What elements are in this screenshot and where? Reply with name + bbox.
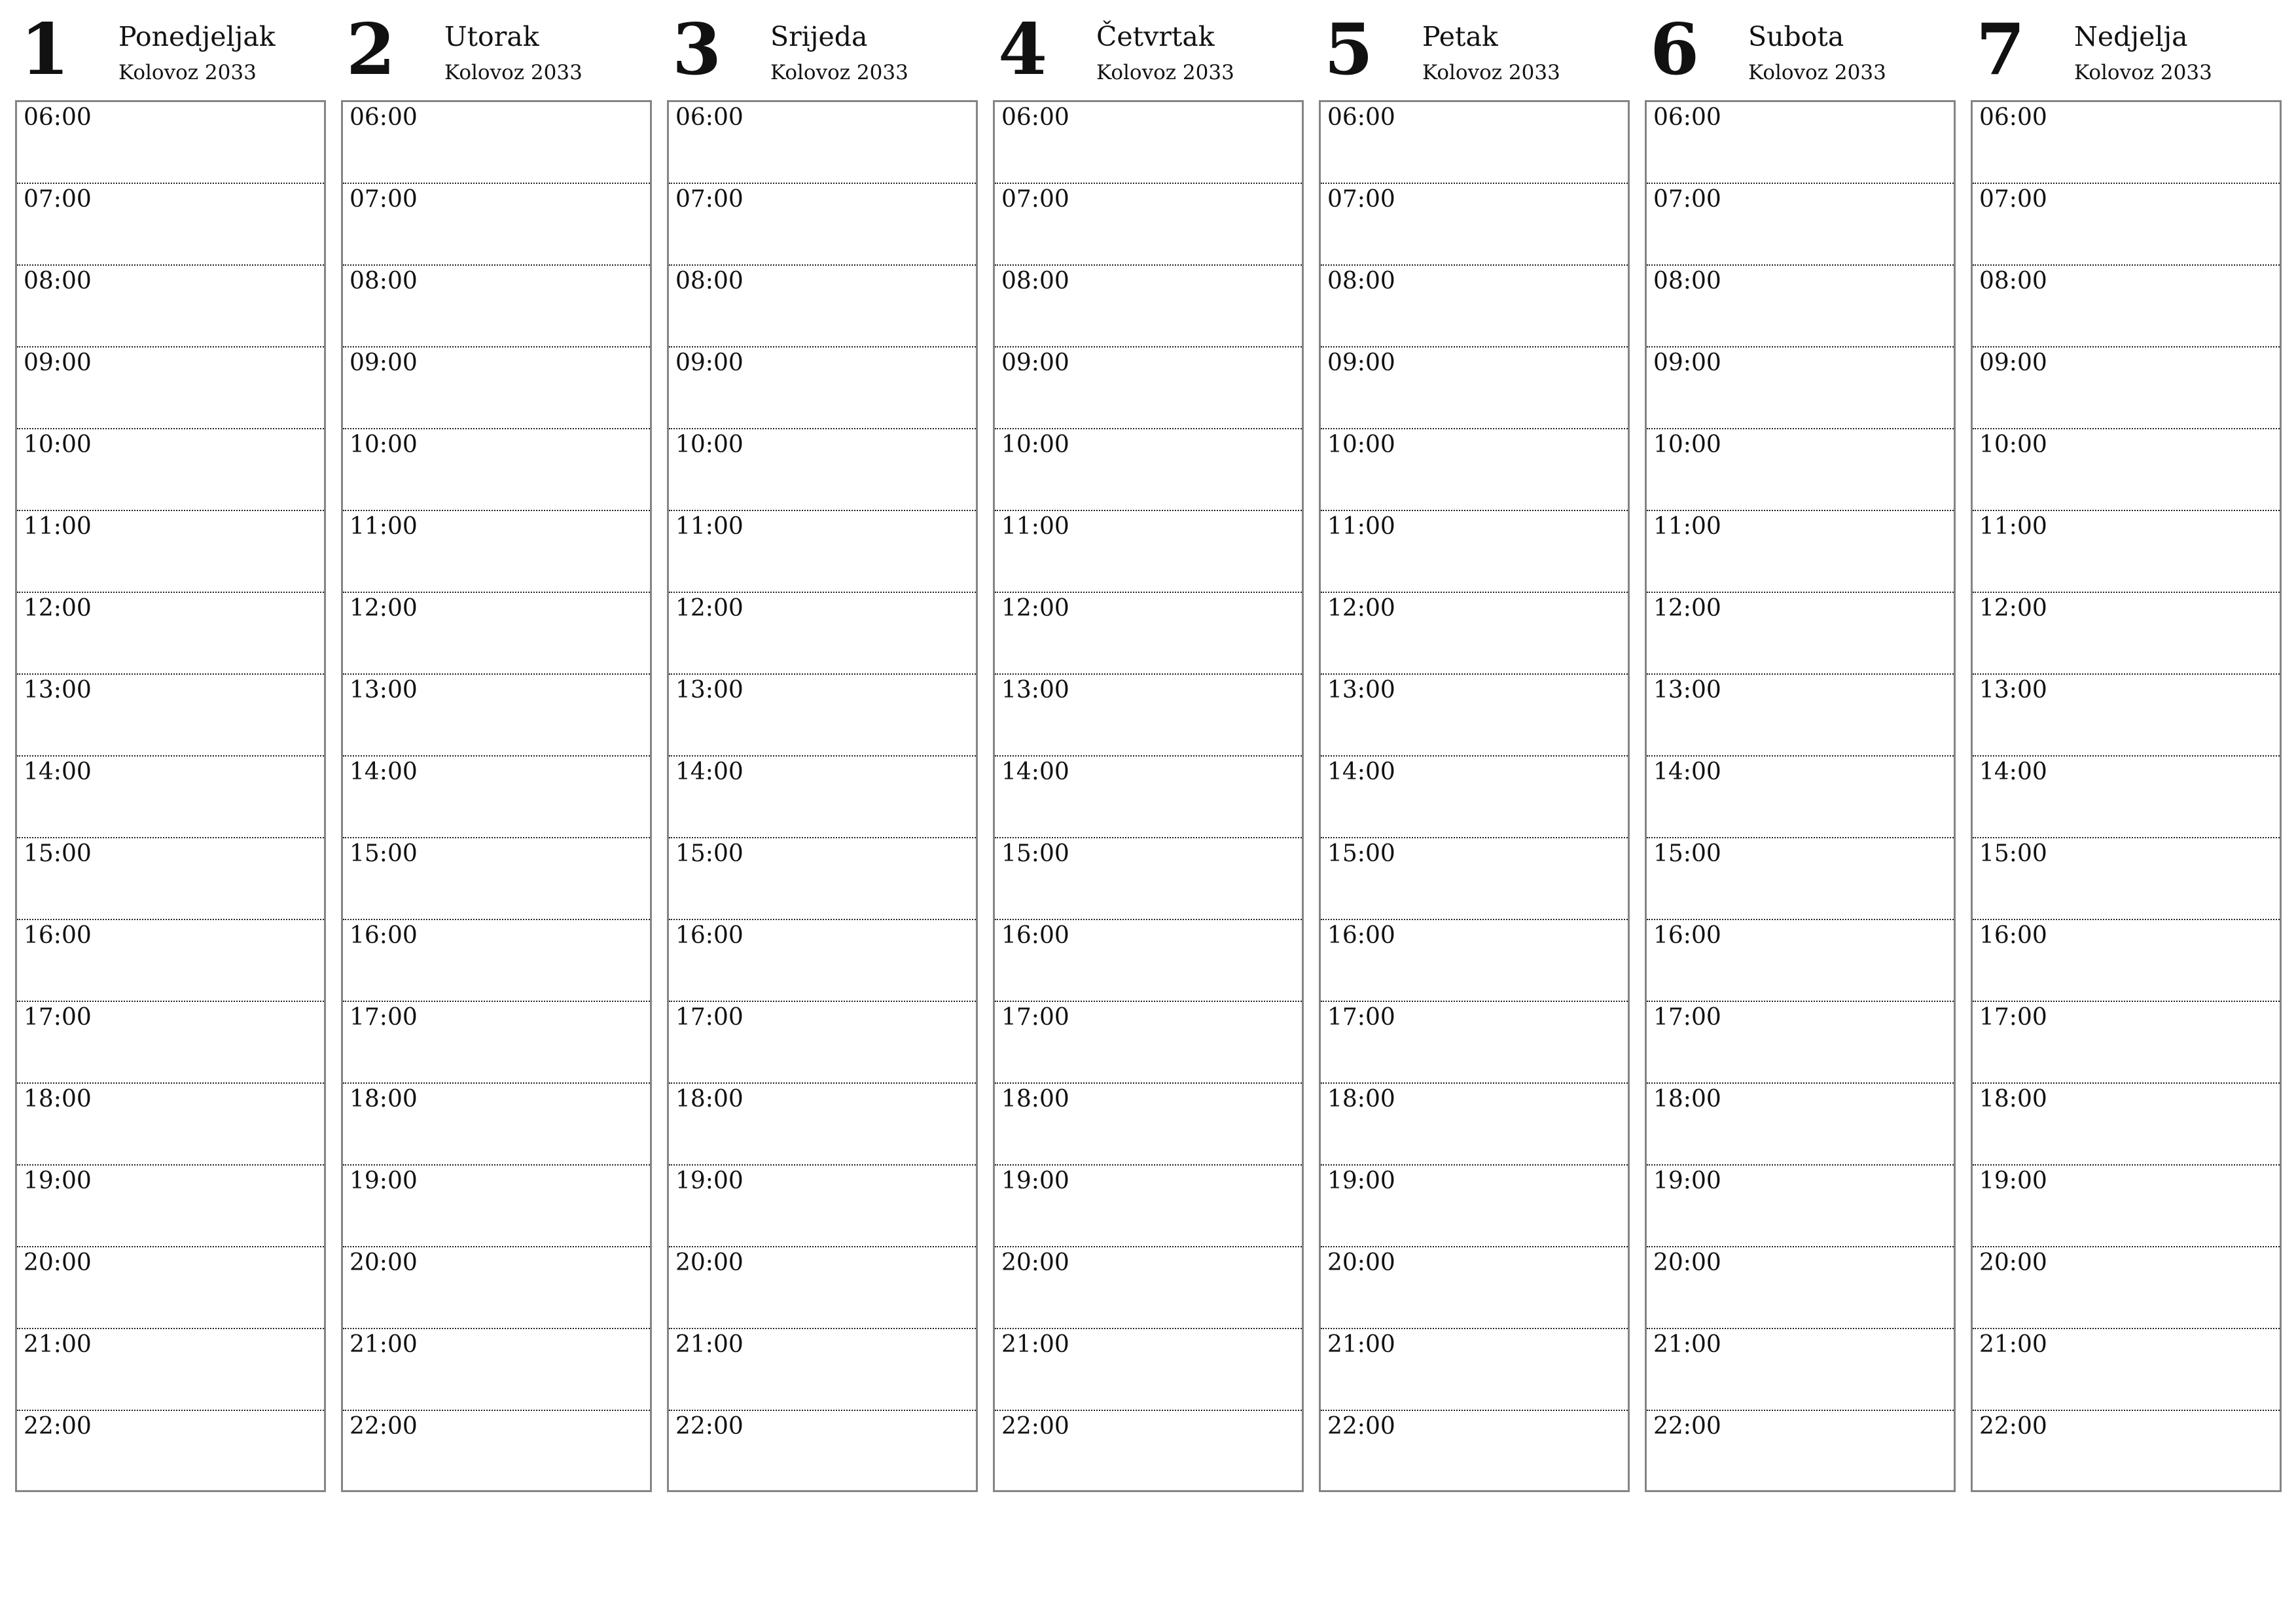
hour-label: 10:00 [1979, 431, 2047, 458]
day-month: Kolovoz 2033 [2074, 61, 2212, 84]
hour-slot [343, 1002, 650, 1084]
hour-label: 10:00 [350, 431, 418, 458]
hour-slot [669, 593, 976, 675]
day-number: 3 [672, 9, 722, 91]
hour-slot [669, 102, 976, 184]
hour-slot [343, 920, 650, 1002]
hour-label: 09:00 [1327, 349, 1395, 376]
hour-label: 16:00 [350, 922, 418, 949]
day-number: 5 [1324, 9, 1374, 91]
hour-label: 20:00 [1001, 1249, 1069, 1276]
hour-label: 14:00 [24, 758, 92, 785]
day-month: Kolovoz 2033 [1096, 61, 1234, 84]
hour-label: 21:00 [675, 1331, 744, 1358]
hour-label: 14:00 [1979, 758, 2047, 785]
hour-slot [995, 1084, 1302, 1166]
hour-slot [1321, 184, 1628, 266]
day-month: Kolovoz 2033 [1422, 61, 1560, 84]
hour-slot [343, 838, 650, 920]
hour-label: 15:00 [1327, 840, 1395, 867]
hour-label: 08:00 [24, 268, 92, 294]
day-name: Srijeda [770, 21, 868, 52]
hour-slot [1321, 511, 1628, 593]
hour-label: 07:00 [1001, 186, 1069, 213]
hour-slot [995, 429, 1302, 511]
hour-slot [343, 1329, 650, 1411]
hour-slot [1647, 102, 1954, 184]
hour-slot [343, 348, 650, 429]
hour-label: 17:00 [1979, 1004, 2047, 1031]
hour-slot [669, 1084, 976, 1166]
day-name: Subota [1748, 21, 1844, 52]
hour-slot [1973, 102, 2280, 184]
weekly-planner [15, 0, 2287, 1499]
hour-slot [1973, 1084, 2280, 1166]
hour-slot [17, 675, 324, 757]
hour-slot [17, 429, 324, 511]
hour-slot [1647, 757, 1954, 838]
hour-slot [1973, 593, 2280, 675]
hour-label: 16:00 [675, 922, 744, 949]
hour-label: 10:00 [24, 431, 92, 458]
hour-slot [17, 838, 324, 920]
day-schedule-box [993, 100, 1304, 1492]
hour-slot [17, 102, 324, 184]
hour-slot [17, 184, 324, 266]
hour-label: 08:00 [1001, 268, 1069, 294]
hour-label: 22:00 [1653, 1413, 1721, 1440]
hour-label: 20:00 [350, 1249, 418, 1276]
hour-label: 21:00 [24, 1331, 92, 1358]
hour-slot [669, 757, 976, 838]
hour-slot [1647, 675, 1954, 757]
hour-slot [669, 1247, 976, 1329]
hour-slot [1321, 1329, 1628, 1411]
hour-label: 07:00 [24, 186, 92, 213]
hour-slot [1973, 838, 2280, 920]
hour-label: 14:00 [1327, 758, 1395, 785]
hour-label: 06:00 [1979, 104, 2047, 131]
hour-slot [1973, 429, 2280, 511]
hour-slot [669, 1329, 976, 1411]
hour-slot [343, 757, 650, 838]
day-schedule-box [1971, 100, 2282, 1492]
hour-label: 10:00 [1327, 431, 1395, 458]
day-schedule-box [1645, 100, 1956, 1492]
hour-label: 09:00 [1653, 349, 1721, 376]
hour-label: 19:00 [675, 1168, 744, 1194]
hour-slot [1321, 1002, 1628, 1084]
hour-slot [17, 593, 324, 675]
hour-slot [1647, 184, 1954, 266]
hour-label: 16:00 [1327, 922, 1395, 949]
hour-slot [1973, 348, 2280, 429]
hour-label: 07:00 [1327, 186, 1395, 213]
hour-slot [1321, 838, 1628, 920]
hour-label: 11:00 [24, 513, 92, 540]
hour-slot [1647, 920, 1954, 1002]
hour-slot [995, 184, 1302, 266]
hour-label: 20:00 [1979, 1249, 2047, 1276]
hour-label: 14:00 [1001, 758, 1069, 785]
hour-label: 16:00 [1979, 922, 2047, 949]
hour-slot [1321, 1247, 1628, 1329]
hour-label: 21:00 [1979, 1331, 2047, 1358]
day-name: Utorak [444, 21, 539, 52]
hour-label: 14:00 [675, 758, 744, 785]
hour-label: 07:00 [1653, 186, 1721, 213]
hour-label: 11:00 [1001, 513, 1069, 540]
hour-label: 10:00 [1001, 431, 1069, 458]
hour-slot [343, 184, 650, 266]
hour-slot [343, 511, 650, 593]
day-column [667, 0, 979, 1499]
hour-slot [1321, 920, 1628, 1002]
hour-slot [995, 757, 1302, 838]
hour-slot [17, 348, 324, 429]
hour-slot [17, 757, 324, 838]
hour-slot [17, 1084, 324, 1166]
hour-slot [669, 1411, 976, 1493]
hour-label: 09:00 [675, 349, 744, 376]
hour-label: 08:00 [675, 268, 744, 294]
hour-label: 11:00 [1327, 513, 1395, 540]
hour-label: 21:00 [1327, 1331, 1395, 1358]
hour-label: 06:00 [350, 104, 418, 131]
hour-label: 12:00 [675, 595, 744, 622]
hour-slot [1321, 102, 1628, 184]
hour-slot [995, 266, 1302, 348]
hour-label: 10:00 [1653, 431, 1721, 458]
day-number: 2 [346, 9, 396, 91]
hour-label: 13:00 [24, 677, 92, 704]
hour-label: 11:00 [1979, 513, 2047, 540]
hour-label: 06:00 [24, 104, 92, 131]
hour-slot [1647, 1411, 1954, 1493]
hour-label: 08:00 [1979, 268, 2047, 294]
day-header [341, 0, 653, 99]
hour-slot [1647, 838, 1954, 920]
hour-label: 16:00 [1653, 922, 1721, 949]
hour-label: 20:00 [1327, 1249, 1395, 1276]
hour-label: 08:00 [350, 268, 418, 294]
hour-label: 19:00 [1001, 1168, 1069, 1194]
hour-label: 11:00 [1653, 513, 1721, 540]
hour-label: 07:00 [675, 186, 744, 213]
day-month: Kolovoz 2033 [1748, 61, 1886, 84]
hour-label: 13:00 [1327, 677, 1395, 704]
hour-slot [995, 1002, 1302, 1084]
hour-slot [1647, 1002, 1954, 1084]
day-header [1645, 0, 1957, 99]
hour-slot [995, 1411, 1302, 1493]
hour-label: 15:00 [1653, 840, 1721, 867]
day-schedule-box [667, 100, 978, 1492]
hour-label: 20:00 [675, 1249, 744, 1276]
hour-slot [343, 1247, 650, 1329]
hour-label: 22:00 [1327, 1413, 1395, 1440]
hour-label: 10:00 [675, 431, 744, 458]
hour-label: 18:00 [1327, 1086, 1395, 1113]
hour-label: 13:00 [1653, 677, 1721, 704]
hour-slot [669, 1166, 976, 1247]
hour-slot [669, 184, 976, 266]
hour-label: 09:00 [24, 349, 92, 376]
hour-label: 20:00 [1653, 1249, 1721, 1276]
day-schedule-box [1319, 100, 1630, 1492]
day-header [15, 0, 327, 99]
hour-slot [1321, 1166, 1628, 1247]
hour-label: 17:00 [24, 1004, 92, 1031]
hour-label: 09:00 [1001, 349, 1069, 376]
hour-label: 06:00 [675, 104, 744, 131]
hour-slot [669, 266, 976, 348]
hour-slot [1973, 1329, 2280, 1411]
hour-label: 18:00 [1001, 1086, 1069, 1113]
hour-label: 15:00 [24, 840, 92, 867]
day-month: Kolovoz 2033 [444, 61, 583, 84]
hour-slot [1647, 429, 1954, 511]
day-name: Ponedjeljak [118, 21, 276, 52]
hour-label: 17:00 [675, 1004, 744, 1031]
hour-label: 22:00 [1979, 1413, 2047, 1440]
hour-slot [1647, 266, 1954, 348]
hour-slot [995, 1329, 1302, 1411]
hour-slot [669, 838, 976, 920]
hour-slot [1321, 266, 1628, 348]
hour-slot [17, 920, 324, 1002]
hour-label: 08:00 [1653, 268, 1721, 294]
hour-slot [17, 511, 324, 593]
day-column [1319, 0, 1631, 1499]
hour-slot [1973, 1411, 2280, 1493]
day-month: Kolovoz 2033 [770, 61, 908, 84]
hour-slot [1321, 348, 1628, 429]
hour-slot [1647, 511, 1954, 593]
hour-slot [17, 266, 324, 348]
hour-label: 09:00 [350, 349, 418, 376]
hour-label: 18:00 [24, 1086, 92, 1113]
hour-label: 16:00 [24, 922, 92, 949]
hour-label: 11:00 [675, 513, 744, 540]
day-header [993, 0, 1305, 99]
day-name: Nedjelja [2074, 21, 2188, 52]
hour-slot [343, 429, 650, 511]
day-name: Četvrtak [1096, 21, 1215, 52]
hour-slot [17, 1411, 324, 1493]
hour-slot [995, 102, 1302, 184]
hour-label: 17:00 [1001, 1004, 1069, 1031]
hour-label: 21:00 [1001, 1331, 1069, 1358]
day-column [993, 0, 1305, 1499]
hour-slot [995, 593, 1302, 675]
day-schedule-box [15, 100, 326, 1492]
hour-slot [17, 1166, 324, 1247]
hour-slot [343, 266, 650, 348]
hour-label: 19:00 [1327, 1168, 1395, 1194]
hour-label: 11:00 [350, 513, 418, 540]
hour-slot [1321, 1084, 1628, 1166]
hour-slot [669, 1002, 976, 1084]
hour-slot [1973, 1247, 2280, 1329]
hour-slot [995, 1166, 1302, 1247]
hour-label: 18:00 [675, 1086, 744, 1113]
hour-slot [995, 838, 1302, 920]
hour-slot [1321, 675, 1628, 757]
hour-label: 19:00 [1979, 1168, 2047, 1194]
hour-slot [995, 511, 1302, 593]
hour-slot [17, 1329, 324, 1411]
hour-slot [1973, 511, 2280, 593]
day-number: 1 [20, 9, 70, 91]
day-schedule-box [341, 100, 652, 1492]
hour-label: 06:00 [1653, 104, 1721, 131]
hour-slot [669, 348, 976, 429]
hour-slot [1973, 1002, 2280, 1084]
hour-slot [995, 1247, 1302, 1329]
hour-slot [1647, 348, 1954, 429]
hour-label: 19:00 [350, 1168, 418, 1194]
day-header [1319, 0, 1631, 99]
hour-slot [1973, 184, 2280, 266]
hour-slot [343, 675, 650, 757]
hour-slot [1647, 1329, 1954, 1411]
hour-label: 18:00 [1653, 1086, 1721, 1113]
hour-label: 13:00 [350, 677, 418, 704]
hour-label: 15:00 [675, 840, 744, 867]
hour-label: 21:00 [1653, 1331, 1721, 1358]
hour-slot [1647, 1084, 1954, 1166]
hour-label: 06:00 [1001, 104, 1069, 131]
hour-slot [1973, 266, 2280, 348]
hour-slot [343, 1411, 650, 1493]
hour-slot [669, 429, 976, 511]
hour-label: 18:00 [1979, 1086, 2047, 1113]
hour-label: 15:00 [1001, 840, 1069, 867]
hour-label: 06:00 [1327, 104, 1395, 131]
hour-slot [995, 348, 1302, 429]
hour-label: 07:00 [1979, 186, 2047, 213]
hour-slot [1647, 1247, 1954, 1329]
hour-label: 12:00 [1327, 595, 1395, 622]
hour-label: 21:00 [350, 1331, 418, 1358]
day-number: 7 [1976, 9, 2026, 91]
hour-label: 08:00 [1327, 268, 1395, 294]
hour-label: 12:00 [1979, 595, 2047, 622]
day-header [1971, 0, 2283, 99]
day-column [1645, 0, 1957, 1499]
hour-label: 13:00 [675, 677, 744, 704]
hour-slot [1647, 593, 1954, 675]
day-column [15, 0, 327, 1499]
hour-slot [17, 1002, 324, 1084]
hour-label: 22:00 [675, 1413, 744, 1440]
hour-label: 12:00 [1001, 595, 1069, 622]
hour-slot [1321, 429, 1628, 511]
hour-label: 20:00 [24, 1249, 92, 1276]
hour-label: 13:00 [1001, 677, 1069, 704]
hour-label: 22:00 [1001, 1413, 1069, 1440]
hour-slot [1973, 1166, 2280, 1247]
hour-label: 07:00 [350, 186, 418, 213]
hour-slot [1973, 675, 2280, 757]
hour-label: 19:00 [24, 1168, 92, 1194]
hour-label: 14:00 [1653, 758, 1721, 785]
hour-slot [1321, 593, 1628, 675]
day-number: 6 [1650, 9, 1700, 91]
hour-slot [343, 1084, 650, 1166]
hour-label: 22:00 [350, 1413, 418, 1440]
hour-label: 22:00 [24, 1413, 92, 1440]
hour-slot [343, 102, 650, 184]
hour-label: 17:00 [350, 1004, 418, 1031]
hour-slot [1321, 1411, 1628, 1493]
hour-slot [1321, 757, 1628, 838]
day-name: Petak [1422, 21, 1498, 52]
hour-label: 17:00 [1653, 1004, 1721, 1031]
day-header [667, 0, 979, 99]
hour-slot [1647, 1166, 1954, 1247]
hour-slot [1973, 920, 2280, 1002]
hour-slot [669, 511, 976, 593]
day-column [341, 0, 653, 1499]
day-month: Kolovoz 2033 [118, 61, 257, 84]
hour-slot [669, 920, 976, 1002]
hour-label: 09:00 [1979, 349, 2047, 376]
day-column [1971, 0, 2283, 1499]
hour-label: 18:00 [350, 1086, 418, 1113]
hour-label: 19:00 [1653, 1168, 1721, 1194]
hour-label: 13:00 [1979, 677, 2047, 704]
hour-slot [1973, 757, 2280, 838]
hour-label: 12:00 [350, 595, 418, 622]
hour-slot [995, 675, 1302, 757]
day-number: 4 [998, 9, 1048, 91]
hour-label: 14:00 [350, 758, 418, 785]
hour-label: 15:00 [1979, 840, 2047, 867]
hour-slot [995, 920, 1302, 1002]
hour-label: 17:00 [1327, 1004, 1395, 1031]
hour-label: 12:00 [1653, 595, 1721, 622]
hour-label: 16:00 [1001, 922, 1069, 949]
hour-slot [669, 675, 976, 757]
hour-label: 12:00 [24, 595, 92, 622]
hour-slot [17, 1247, 324, 1329]
hour-label: 15:00 [350, 840, 418, 867]
hour-slot [343, 593, 650, 675]
hour-slot [343, 1166, 650, 1247]
